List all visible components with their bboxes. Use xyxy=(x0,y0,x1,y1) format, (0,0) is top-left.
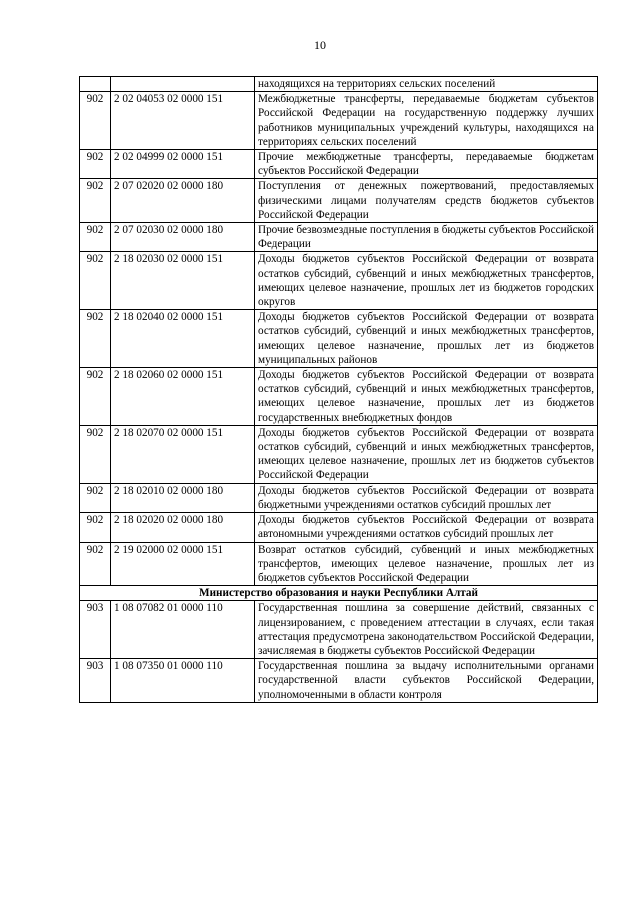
table-row xyxy=(80,368,598,426)
revenue-name-cell: Возврат остатков субсидий, субвенций и иных межбюджетных трансфертов, имеющих целевое назначение, прошлых лет из бюджетов субъектов Российской Федерации xyxy=(255,542,598,586)
revenue-name-cell: Межбюджетные трансферты, передаваемые бюджетам субъектов Российской Федерации на государственную поддержку лучших работников муниципальных учреждений культуры, находящихся на территориях сельских поселений xyxy=(255,92,598,150)
table-row xyxy=(80,513,598,542)
revenue-name-cell: Прочие безвозмездные поступления в бюджеты субъектов Российской Федерации xyxy=(255,223,598,252)
budget-code-cell: 2 07 02020 02 0000 180 xyxy=(111,179,255,223)
table-row xyxy=(80,310,598,368)
table-row xyxy=(80,425,598,483)
admin-code-cell: 902 xyxy=(80,425,111,483)
budget-code-cell: 2 18 02030 02 0000 151 xyxy=(111,252,255,310)
revenue-name-cell: Государственная пошлина за выдачу исполнительными органами государственной власти субъектов Российской Федерации, уполномоченными в области контроля xyxy=(255,659,598,703)
budget-code-cell: 2 07 02030 02 0000 180 xyxy=(111,223,255,252)
admin-code-cell: 903 xyxy=(80,601,111,659)
table-row xyxy=(80,601,598,659)
budget-code-cell: 2 18 02040 02 0000 151 xyxy=(111,310,255,368)
revenue-name-cell: Прочие межбюджетные трансферты, передаваемые бюджетам субъектов Российской Федерации xyxy=(255,150,598,179)
revenue-name-cell: Поступления от денежных пожертвований, предоставляемых физическими лицами получателям средств бюджетов субъектов Российской Федерации xyxy=(255,179,598,223)
table-row xyxy=(80,252,598,310)
section-header-row xyxy=(80,586,598,601)
admin-code-cell: 902 xyxy=(80,542,111,586)
revenue-name-cell: Доходы бюджетов субъектов Российской Федерации от возврата автономными учреждениями остатков субсидий прошлых лет xyxy=(255,513,598,542)
revenue-codes-table xyxy=(79,76,598,703)
budget-code-cell: 2 18 02070 02 0000 151 xyxy=(111,425,255,483)
table-row xyxy=(80,542,598,586)
admin-code-cell xyxy=(80,77,111,92)
admin-code-cell: 902 xyxy=(80,252,111,310)
revenue-name-cell: находящихся на территориях сельских поселений xyxy=(255,77,598,92)
budget-code-cell: 2 02 04999 02 0000 151 xyxy=(111,150,255,179)
revenue-name-cell: Доходы бюджетов субъектов Российской Федерации от возврата остатков субсидий, субвенций и иных межбюджетных трансфертов, имеющих целевое назначение, прошлых лет из бюджетов субъектов Российской Федерации xyxy=(255,425,598,483)
table-row xyxy=(80,150,598,179)
table-row xyxy=(80,92,598,150)
revenue-name-cell: Доходы бюджетов субъектов Российской Федерации от возврата остатков субсидий, субвенций и иных межбюджетных трансфертов, имеющих целевое назначение, прошлых лет из бюджетов муниципальных районов xyxy=(255,310,598,368)
revenue-name-cell: Государственная пошлина за совершение действий, связанных с лицензированием, с проведением аттестации в случаях, если такая аттестация предусмотрена законодательством Российской Федерации, зачисляемая в бюджеты субъектов Российской Федерации xyxy=(255,601,598,659)
page-number: 10 xyxy=(314,38,326,52)
admin-code-cell: 902 xyxy=(80,179,111,223)
budget-code-cell: 2 18 02010 02 0000 180 xyxy=(111,483,255,512)
admin-code-cell: 903 xyxy=(80,659,111,703)
admin-code-cell: 902 xyxy=(80,513,111,542)
admin-code-cell: 902 xyxy=(80,483,111,512)
table-row xyxy=(80,483,598,512)
revenue-name-cell: Доходы бюджетов субъектов Российской Федерации от возврата бюджетными учреждениями остатков субсидий прошлых лет xyxy=(255,483,598,512)
budget-code-cell: 2 19 02000 02 0000 151 xyxy=(111,542,255,586)
table-row xyxy=(80,77,598,92)
section-title: Министерство образования и науки Республики Алтай xyxy=(80,586,598,601)
budget-code-cell: 2 18 02020 02 0000 180 xyxy=(111,513,255,542)
admin-code-cell: 902 xyxy=(80,368,111,426)
revenue-name-cell: Доходы бюджетов субъектов Российской Федерации от возврата остатков субсидий, субвенций и иных межбюджетных трансфертов, имеющих целевое назначение, прошлых лет из бюджетов государственных внебюджетных фондов xyxy=(255,368,598,426)
revenue-name-cell: Доходы бюджетов субъектов Российской Федерации от возврата остатков субсидий, субвенций и иных межбюджетных трансфертов, имеющих целевое назначение, прошлых лет из бюджетов городских округов xyxy=(255,252,598,310)
table-row xyxy=(80,179,598,223)
budget-code-cell xyxy=(111,77,255,92)
budget-code-cell: 2 18 02060 02 0000 151 xyxy=(111,368,255,426)
budget-code-cell: 2 02 04053 02 0000 151 xyxy=(111,92,255,150)
budget-code-cell: 1 08 07082 01 0000 110 xyxy=(111,601,255,659)
admin-code-cell: 902 xyxy=(80,150,111,179)
admin-code-cell: 902 xyxy=(80,310,111,368)
admin-code-cell: 902 xyxy=(80,223,111,252)
table-row xyxy=(80,223,598,252)
budget-code-cell: 1 08 07350 01 0000 110 xyxy=(111,659,255,703)
table-row xyxy=(80,659,598,703)
admin-code-cell: 902 xyxy=(80,92,111,150)
